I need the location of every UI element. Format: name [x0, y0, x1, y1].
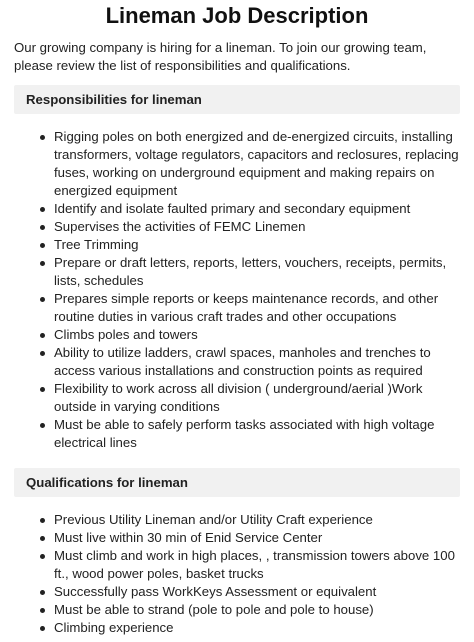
bullet-icon: [40, 297, 45, 302]
list-item-text: Prepare or draft letters, reports, letters, vouchers, receipts, permits, lists, schedules: [54, 255, 447, 288]
list-item: [39, 583, 460, 601]
list-item: [39, 200, 460, 218]
bullet-icon: [40, 225, 45, 230]
list-item: [39, 218, 460, 236]
list-item-text: Prepares simple reports or keeps maintenance records, and other routine duties in various craft trades and other occupations: [54, 291, 439, 324]
list-item-text: Successfully pass WorkKeys Assessment or equivalent: [54, 584, 377, 599]
list-item: [39, 254, 460, 290]
list-item: [39, 619, 460, 637]
qualifications-heading: Qualifications for lineman: [14, 468, 460, 497]
intro-paragraph: Our growing company is hiring for a lineman. To join our growing team, please review the list of responsibilities and qualifications.: [14, 40, 427, 73]
list-item-text: Previous Utility Lineman and/or Utility Craft experience: [54, 512, 373, 527]
list-item-text: Supervises the activities of FEMC Linemen: [54, 219, 306, 234]
bullet-icon: [40, 536, 45, 541]
list-item: [39, 601, 460, 619]
list-item-text: Rigging poles on both energized and de-energized circuits, installing transformers, voltage regulators, capacitors and reclosures, replacing fuses, working on underground equipment and making repairs on energized equipment: [54, 129, 459, 198]
list-item-text: Must climb and work in high places, , transmission towers above 100 ft., wood power poles, basket trucks: [54, 548, 455, 581]
list-item-text: Must be able to strand (pole to pole and pole to house): [54, 602, 374, 617]
list-item: [39, 344, 460, 380]
bullet-icon: [40, 423, 45, 428]
list-item-text: Identify and isolate faulted primary and secondary equipment: [54, 201, 411, 216]
responsibilities-list: [14, 128, 460, 452]
bullet-icon: [40, 261, 45, 266]
page-title: Lineman Job Description: [105, 3, 369, 28]
list-item-text: Climbs poles and towers: [54, 327, 198, 342]
bullet-icon: [40, 518, 45, 523]
bullet-icon: [40, 590, 45, 595]
list-item-text: Tree Trimming: [54, 237, 139, 252]
bullet-icon: [40, 135, 45, 140]
bullet-icon: [40, 387, 45, 392]
list-item: [39, 326, 460, 344]
list-item: [39, 547, 460, 583]
list-item: [39, 236, 460, 254]
list-item: [39, 511, 460, 529]
list-item: [39, 290, 460, 326]
bullet-icon: [40, 243, 45, 248]
list-item: [39, 416, 460, 452]
list-item: [39, 529, 460, 547]
list-item-text: Climbing experience: [54, 620, 174, 635]
bullet-icon: [40, 626, 45, 631]
list-item-text: Flexibility to work across all division ( underground/aerial )Work outside in varying conditions: [54, 381, 423, 414]
bullet-icon: [40, 608, 45, 613]
bullet-icon: [40, 351, 45, 356]
bullet-icon: [40, 554, 45, 559]
list-item-text: Must live within 30 min of Enid Service Center: [54, 530, 323, 545]
responsibilities-heading: Responsibilities for lineman: [14, 85, 460, 114]
list-item-text: Ability to utilize ladders, crawl spaces, manholes and trenches to access various installations and construction points as required: [54, 345, 431, 378]
list-item: [39, 380, 460, 416]
list-item: [39, 128, 460, 200]
list-item-text: Must be able to safely perform tasks associated with high voltage electrical lines: [54, 417, 435, 450]
bullet-icon: [40, 207, 45, 212]
qualifications-list: [14, 511, 460, 637]
bullet-icon: [40, 333, 45, 338]
